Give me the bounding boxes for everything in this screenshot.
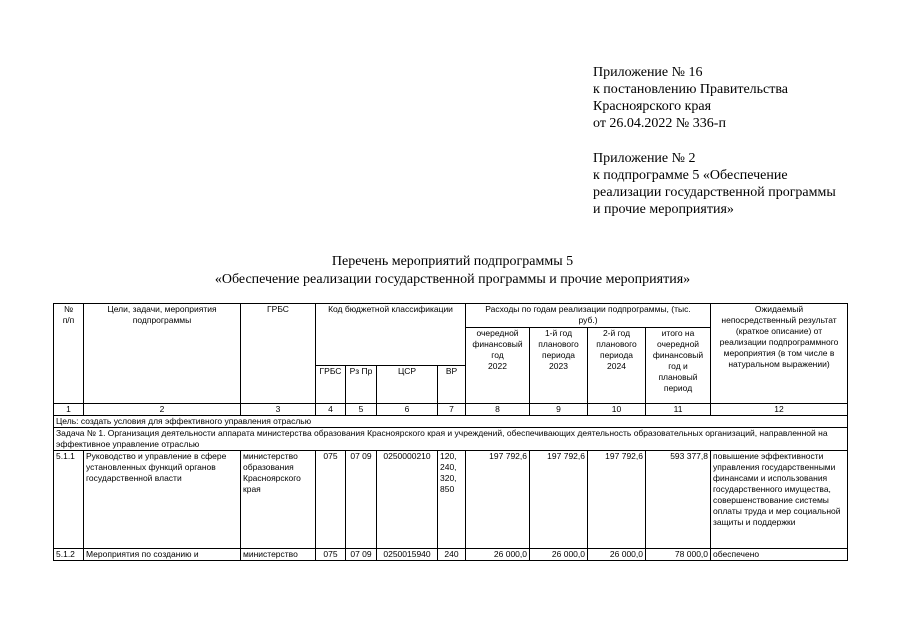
row-csr: 0250015940 (377, 549, 438, 561)
annex-line: Приложение № 16 (593, 65, 703, 80)
column-number: 7 (438, 404, 466, 416)
row-grbs: министерство образования Красноярского края (241, 451, 316, 549)
annex-line: от 26.04.2022 № 336-п (593, 116, 726, 131)
column-number: 6 (377, 404, 438, 416)
table-row (54, 549, 848, 561)
column-number: 12 (711, 404, 848, 416)
row-result: повышение эффективности управления государственными финансами и использования государственного имущества, совершенствование системы оплаты труда и мер социальной защиты и поддержки (711, 451, 848, 549)
header-year-2023: 1-й год планового периода 2023 (530, 328, 588, 404)
header-year-2024: 2-й год планового периода 2024 (588, 328, 646, 404)
header-grbs: ГРБС (241, 304, 316, 404)
annex-line: реализации государственной программы (593, 185, 836, 200)
header-expected-result: Ожидаемый непосредственный результат (краткое описание) от реализации подпрограммного мероприятия (в том числе в натуральном выражении) (711, 304, 848, 404)
row-total: 593 377,8 (646, 451, 711, 549)
document-title-line2: «Обеспечение реализации государственной программы и прочие мероприятия» (214, 272, 691, 287)
column-number: 3 (241, 404, 316, 416)
header-sub-vr: ВР (438, 366, 466, 404)
document-title-line1: Перечень мероприятий подпрограммы 5 (331, 254, 574, 269)
header-sub-csr: ЦСР (377, 366, 438, 404)
row-y2024: 197 792,6 (588, 451, 646, 549)
annex-line: к постановлению Правительства (593, 82, 789, 97)
header-num: № п/п (54, 304, 84, 404)
column-number: 11 (646, 404, 711, 416)
header-sub-grbs: ГРБС (316, 366, 346, 404)
header-expenses: Расходы по годам реализации подпрограммы, (тыс. руб.) (466, 304, 711, 328)
row-rzpr: 07 09 (346, 549, 377, 561)
row-name: Руководство и управление в сфере установленных функций органов государственной власти (84, 451, 241, 549)
task-row: Задача № 1. Организация деятельности аппарата министерства образования Красноярского края и учреждений, обеспечивающих деятельность образовательных организаций, направленной на эффективное управление отраслью (54, 428, 848, 451)
column-number: 4 (316, 404, 346, 416)
row-code-grbs: 075 (316, 451, 346, 549)
annex-16-block (593, 64, 788, 132)
row-total: 78 000,0 (646, 549, 711, 561)
row-y2024: 26 000,0 (588, 549, 646, 561)
annex-line: Приложение № 2 (593, 151, 696, 166)
column-number: 10 (588, 404, 646, 416)
row-vr: 120, 240, 320, 850 (438, 451, 466, 549)
column-number: 5 (346, 404, 377, 416)
column-number: 1 (54, 404, 84, 416)
table-row (54, 451, 848, 549)
annex-line: Красноярского края (593, 99, 712, 114)
row-vr: 240 (438, 549, 466, 561)
row-rzpr: 07 09 (346, 451, 377, 549)
header-total: итого на очередной финансовый год и плановый период (646, 328, 711, 404)
row-y2022: 26 000,0 (466, 549, 530, 561)
header-goals: Цели, задачи, мероприятия подпрограммы (84, 304, 241, 404)
column-number: 9 (530, 404, 588, 416)
row-csr: 0250000210 (377, 451, 438, 549)
column-number: 8 (466, 404, 530, 416)
annex-line: и прочие мероприятия» (593, 202, 734, 217)
row-grbs: министерство (241, 549, 316, 561)
header-year-2022: очередной финансовый год 2022 (466, 328, 530, 404)
column-number: 2 (84, 404, 241, 416)
row-y2022: 197 792,6 (466, 451, 530, 549)
row-y2023: 197 792,6 (530, 451, 588, 549)
row-y2023: 26 000,0 (530, 549, 588, 561)
annex-line: к подпрограмме 5 «Обеспечение (593, 168, 788, 183)
measures-table (53, 303, 848, 561)
row-num: 5.1.2 (54, 549, 84, 561)
header-budget-code: Код бюджетной классификации (316, 304, 466, 366)
row-code-grbs: 075 (316, 549, 346, 561)
goal-row: Цель: создать условия для эффективного управления отраслью (54, 416, 848, 428)
annex-2-block (593, 150, 836, 218)
row-name: Мероприятия по созданию и (84, 549, 241, 561)
header-sub-rzpr: Рз Пр (346, 366, 377, 404)
row-num: 5.1.1 (54, 451, 84, 549)
row-result: обеспечено (711, 549, 848, 561)
